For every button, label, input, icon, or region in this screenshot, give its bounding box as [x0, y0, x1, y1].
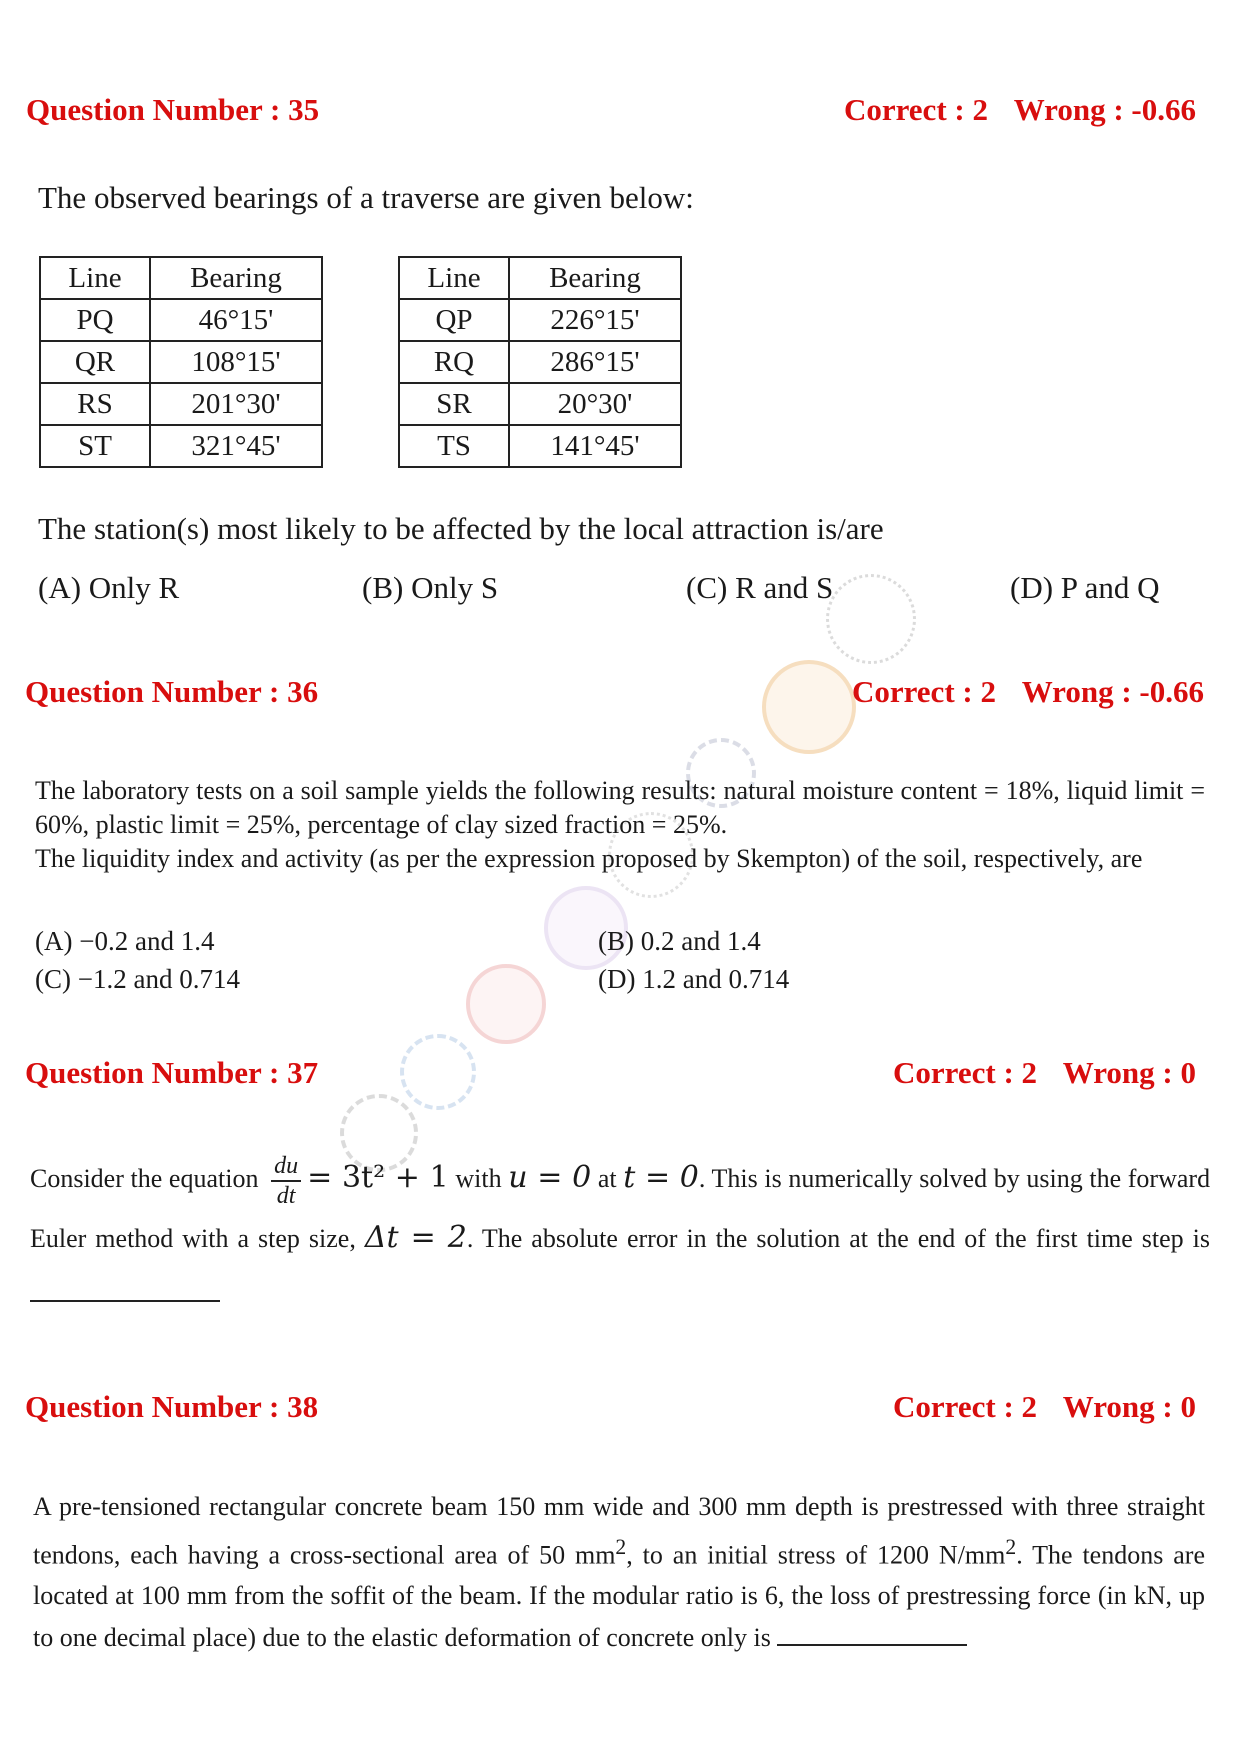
table-cell: 20°30': [509, 383, 681, 425]
answer-blank[interactable]: [777, 1616, 967, 1646]
bearing-table-left: [39, 256, 323, 468]
option-c[interactable]: (C) R and S: [686, 570, 834, 605]
question-number: Question Number : 36: [25, 674, 319, 709]
bearing-table-right: [398, 256, 682, 468]
question-text: The laboratory tests on a soil sample yields the following results: natural moisture content = 18%, liquid limit = 60%, plastic limit = 25%, percentage of clay sized fraction = 25%.: [35, 776, 1205, 839]
table-row: [399, 341, 681, 383]
question-text: The station(s) most likely to be affected by the local attraction is/are: [38, 511, 884, 546]
initial-condition-t: t = 0: [623, 1160, 699, 1195]
table-cell: TS: [399, 425, 509, 467]
option-d[interactable]: (D) P and Q: [1010, 570, 1160, 605]
table-cell: PQ: [40, 299, 150, 341]
option-a[interactable]: (A) Only R: [38, 570, 180, 605]
correct-marks: Correct : 2: [843, 92, 988, 127]
derivative-fraction: [271, 1152, 301, 1210]
table-cell: ST: [40, 425, 150, 467]
superscript: 2: [1005, 1535, 1017, 1559]
table-cell: 321°45': [150, 425, 322, 467]
table-cell: RQ: [399, 341, 509, 383]
question-header-38: [25, 1385, 1196, 1429]
table-cell: 201°30': [150, 383, 322, 425]
table-row: [40, 299, 322, 341]
correct-marks: Correct : 2: [851, 674, 996, 709]
table-cell: RS: [40, 383, 150, 425]
option-b[interactable]: (B) Only S: [362, 570, 499, 605]
table-cell: 46°15': [150, 299, 322, 341]
option-b[interactable]: (B) 0.2 and 1.4: [598, 926, 761, 956]
question-number: Question Number : 35: [26, 92, 320, 127]
table-row: [40, 425, 322, 467]
text-fragment: at: [597, 1164, 617, 1193]
question-header-36: [25, 670, 1204, 714]
fraction-numerator: du: [271, 1152, 301, 1182]
table-header: Bearing: [509, 257, 681, 299]
text-fragment: Consider the equation: [30, 1164, 259, 1193]
text-fragment: . This is numerically solved by using the forward Euler method with a step size,: [30, 1164, 1211, 1254]
text-fragment: A pre-tensioned rectangular concrete beam 150 mm wide and 300 mm depth is prestressed with three straight tendons, each having a cross-sectional area of 50 mm: [33, 1492, 1205, 1570]
question-text: [30, 1150, 1210, 1321]
text-fragment: with: [455, 1164, 502, 1193]
table-cell: QP: [399, 299, 509, 341]
question-number: Question Number : 38: [25, 1389, 319, 1424]
marks: [875, 1055, 1196, 1091]
table-cell: 226°15': [509, 299, 681, 341]
wrong-marks: Wrong : 0: [1062, 1055, 1196, 1090]
correct-marks: Correct : 2: [893, 1055, 1038, 1090]
text-fragment: . The tendons are located at 100 mm from the soffit of the beam. If the modular ratio is 6, the loss of prestressing force (in kN, up to one decimal place) due to the elastic deformation of concrete only is: [33, 1540, 1205, 1652]
option-c[interactable]: (C) −1.2 and 0.714: [35, 964, 240, 994]
table-row: [40, 383, 322, 425]
question-text: [33, 1487, 1205, 1658]
option-a[interactable]: (A) −0.2 and 1.4: [35, 926, 215, 956]
table-cell: 141°45': [509, 425, 681, 467]
text-fragment: . The absolute error in the solution at the end of the first time step is: [466, 1224, 1210, 1254]
wrong-marks: Wrong : 0: [1062, 1389, 1196, 1424]
question-header-35: [26, 88, 1196, 132]
marks: [875, 1389, 1196, 1425]
equation-rhs: = 3t² + 1: [307, 1160, 449, 1195]
step-size: Δt = 2: [364, 1220, 467, 1256]
table-row: [399, 299, 681, 341]
table-cell: QR: [40, 341, 150, 383]
fraction-denominator: dt: [276, 1183, 296, 1210]
table-row: [399, 383, 681, 425]
table-cell: 286°15': [509, 341, 681, 383]
text-fragment: , to an initial stress of 1200 N/mm: [626, 1540, 1006, 1570]
question-header-37: [25, 1051, 1196, 1095]
table-cell: SR: [399, 383, 509, 425]
table-row: [399, 425, 681, 467]
correct-marks: Correct : 2: [893, 1389, 1038, 1424]
superscript: 2: [615, 1535, 627, 1559]
marks: [834, 674, 1204, 710]
question-intro: The observed bearings of a traverse are given below:: [38, 180, 694, 215]
wrong-marks: Wrong : -0.66: [1013, 92, 1196, 127]
table-cell: 108°15': [150, 341, 322, 383]
question-number: Question Number : 37: [25, 1055, 319, 1090]
options-36: [0, 926, 1240, 1006]
table-header: Bearing: [150, 257, 322, 299]
table-row: [40, 341, 322, 383]
answer-blank[interactable]: [30, 1272, 220, 1302]
marks: [826, 92, 1196, 128]
initial-condition-u: u = 0: [508, 1160, 592, 1195]
table-header: Line: [40, 257, 150, 299]
wrong-marks: Wrong : -0.66: [1021, 674, 1204, 709]
option-d[interactable]: (D) 1.2 and 0.714: [598, 964, 790, 994]
table-header: Line: [399, 257, 509, 299]
question-text: The liquidity index and activity (as per the expression proposed by Skempton) of the soil, respectively, are: [35, 844, 1143, 873]
options-35: [0, 570, 1240, 610]
